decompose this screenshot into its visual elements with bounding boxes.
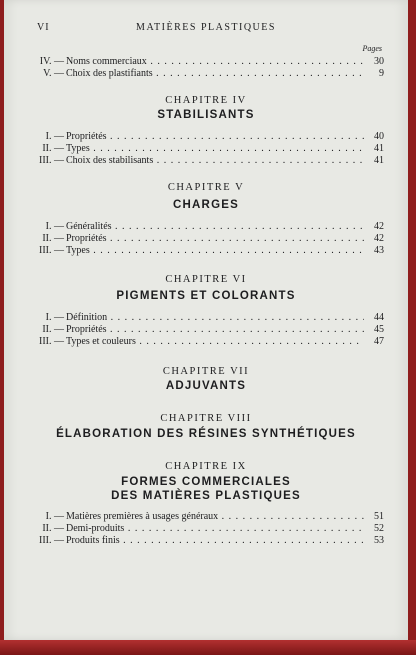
entry-number: II. —	[42, 523, 64, 534]
entry-title: Types . . .	[66, 245, 364, 257]
entry-title: Propriétés . . .	[66, 233, 364, 245]
book-cover-edge	[0, 640, 416, 655]
entry-page: 43	[374, 245, 384, 256]
entry-title: Noms commerciaux . . .	[66, 56, 364, 68]
entry-page: 40	[374, 131, 384, 142]
entry-number: II. —	[42, 324, 64, 335]
book-page	[4, 0, 408, 640]
entry-number: I. —	[45, 221, 64, 232]
entry-page: 42	[374, 233, 384, 244]
entry-title: Choix des stabilisants . . .	[66, 155, 364, 167]
toc-entry	[4, 336, 408, 348]
chapter-label: CHAPITRE IV	[165, 95, 247, 106]
entry-page: 47	[374, 336, 384, 347]
entry-page: 44	[374, 312, 384, 323]
entry-number: I. —	[45, 131, 64, 142]
entry-page: 30	[374, 56, 384, 67]
entry-number: II. —	[42, 233, 64, 244]
entry-number: III. —	[39, 336, 64, 347]
entry-page: 52	[374, 523, 384, 534]
chapter-label: CHAPITRE VI	[165, 274, 247, 285]
toc-entry	[4, 324, 408, 336]
toc-entry	[4, 245, 408, 257]
toc-entry	[4, 535, 408, 547]
toc-entry	[4, 233, 408, 245]
chapter-title: ÉLABORATION DES RÉSINES SYNTHÉTIQUES	[56, 428, 356, 440]
chapter-label: CHAPITRE VII	[162, 366, 250, 377]
entry-number: III. —	[39, 245, 64, 256]
entry-title: Propriétés . . .	[66, 324, 364, 336]
entry-number: IV. —	[39, 56, 64, 67]
entry-page: 41	[374, 155, 384, 166]
running-title: MATIÈRES PLASTIQUES	[136, 22, 276, 33]
entry-title: Produits finis . . .	[66, 535, 364, 547]
entry-title: Choix des plastifiants . . .	[66, 68, 364, 80]
chapter-title: STABILISANTS	[157, 109, 255, 121]
page-header	[4, 22, 408, 38]
chapter-label: CHAPITRE VIII	[160, 413, 252, 424]
chapter-title: FORMES COMMERCIALES	[121, 476, 291, 488]
entry-page: 42	[374, 221, 384, 232]
entry-number: II. —	[42, 143, 64, 154]
chapter-title: ADJUVANTS	[165, 380, 247, 392]
chapter-title-line-2: DES MATIÈRES PLASTIQUES	[111, 490, 301, 502]
toc-entry	[4, 68, 408, 80]
toc-entry	[4, 143, 408, 155]
toc-entry	[4, 131, 408, 143]
entry-title: Propriétés . . .	[66, 131, 364, 143]
entry-title: Demi-produits . . .	[66, 523, 364, 535]
toc-entry	[4, 56, 408, 68]
entry-page: 45	[374, 324, 384, 335]
entry-number: III. —	[39, 155, 64, 166]
chapter-label: CHAPITRE IX	[165, 461, 247, 472]
toc-entry	[4, 523, 408, 535]
entry-title: Matières premières à usages généraux . . .	[66, 511, 364, 523]
pages-column-label: Pages	[362, 44, 382, 53]
chapter-title: CHARGES	[173, 199, 239, 211]
entry-title: Généralités . . .	[66, 221, 364, 233]
entry-page: 41	[374, 143, 384, 154]
entry-title: Types . . .	[66, 143, 364, 155]
entry-number: III. —	[39, 535, 64, 546]
page-folio: VI	[37, 22, 50, 33]
toc-entry	[4, 221, 408, 233]
entry-title: Définition . . .	[66, 312, 364, 324]
entry-title: Types et couleurs . . .	[66, 336, 364, 348]
entry-page: 9	[379, 68, 384, 79]
toc-entry	[4, 155, 408, 167]
entry-number: I. —	[45, 511, 64, 522]
entry-number: I. —	[45, 312, 64, 323]
chapter-title: PIGMENTS ET COLORANTS	[116, 290, 296, 302]
toc-entry	[4, 511, 408, 523]
entry-page: 53	[374, 535, 384, 546]
entry-page: 51	[374, 511, 384, 522]
toc-entry	[4, 312, 408, 324]
entry-number: V. —	[43, 68, 64, 79]
chapter-label: CHAPITRE V	[167, 182, 245, 193]
